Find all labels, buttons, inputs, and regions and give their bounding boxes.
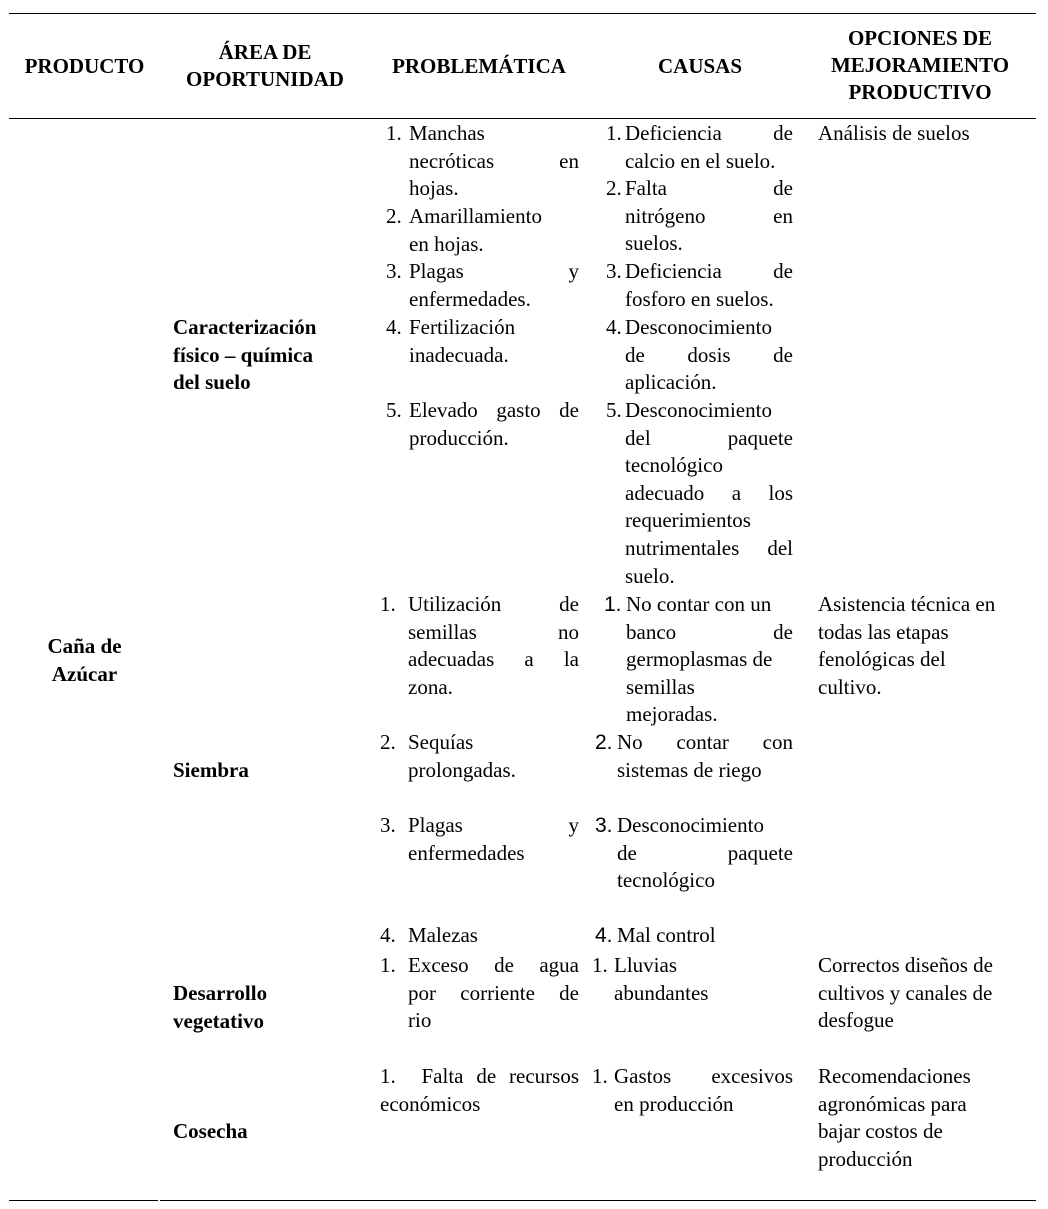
suelo-cause-1: 1. Deficiencia de calcio en el suelo. <box>606 121 793 173</box>
header-causas: CAUSAS <box>657 54 743 78</box>
desarrollo-option: Correctos diseños de cultivos y canales de desfogue <box>818 953 993 1033</box>
area-siembra: Siembra <box>173 758 249 782</box>
area-suelo: Caracterización físico – química del suelo <box>173 315 317 395</box>
header-opciones: OPCIONES DE MEJORAMIENTO PRODUCTIVO <box>830 26 1010 104</box>
siembra-cause-1: 1. No contar con un banco de germoplasmas de semillas mejoradas. <box>604 592 793 727</box>
siembra-cause-4: 4. Mal control <box>595 923 716 947</box>
table-bottom-rule-right <box>160 1200 1036 1201</box>
suelo-option: Análisis de suelos <box>818 121 970 145</box>
header-producto: PRODUCTO <box>24 54 145 78</box>
siembra-problem-3: 3. Plagas y enfermedades <box>380 813 579 865</box>
suelo-cause-2: 2. Falta de nitrógeno en suelos. <box>606 176 793 256</box>
table-top-rule <box>9 13 1036 14</box>
cosecha-option: Recomendaciones agronómicas para bajar costos de producción <box>818 1064 971 1171</box>
area-desarrollo: Desarrollo vegetativo <box>173 981 268 1033</box>
cosecha-cause-1: 1. Gastos excesivos en producción <box>592 1064 793 1116</box>
siembra-cause-2: 2. No contar con sistemas de riego <box>595 730 793 782</box>
suelo-cause-5: 5. Desconocimiento del paquete tecnológico adecuado a los requerimientos nutrimentales del suelo. <box>606 398 793 588</box>
siembra-problem-1: 1. Utilización de semillas no adecuadas a la zona. <box>380 592 579 699</box>
cosecha-problem-1: 1. Falta de recursos económicos <box>380 1064 579 1116</box>
table-bottom-rule-left <box>9 1200 158 1201</box>
suelo-problem-1: 1. Manchas necróticas en hojas. <box>386 121 579 201</box>
desarrollo-problem-1: 1. Exceso de agua por corriente de rio <box>380 953 579 1033</box>
header-problematica: PROBLEMÁTICA <box>392 54 566 78</box>
siembra-problem-2: 2. Sequías prolongadas. <box>380 730 516 782</box>
suelo-problem-3: 3. Plagas y enfermedades. <box>386 259 579 311</box>
siembra-problem-4: 4. Malezas <box>380 923 478 947</box>
siembra-cause-3: 3. Desconocimiento de paquete tecnológico <box>595 813 793 893</box>
area-cosecha: Cosecha <box>173 1119 248 1143</box>
header-area: ÁREA DE OPORTUNIDAD <box>186 40 344 91</box>
suelo-cause-3: 3. Deficiencia de fosforo en suelos. <box>606 259 793 311</box>
suelo-problem-2: 2. Amarillamiento en hojas. <box>386 204 542 256</box>
product-name: Caña de Azúcar <box>47 634 122 686</box>
header-bottom-rule <box>9 118 1036 119</box>
suelo-cause-4: 4. Desconocimiento de dosis de aplicación. <box>606 315 793 395</box>
desarrollo-cause-1: 1. Lluvias abundantes <box>592 953 709 1005</box>
suelo-problem-5: 5. Elevado gasto de producción. <box>386 398 579 450</box>
suelo-problem-4: 4. Fertilización inadecuada. <box>386 315 516 367</box>
siembra-option: Asistencia técnica en todas las etapas fenológicas del cultivo. <box>818 592 996 699</box>
